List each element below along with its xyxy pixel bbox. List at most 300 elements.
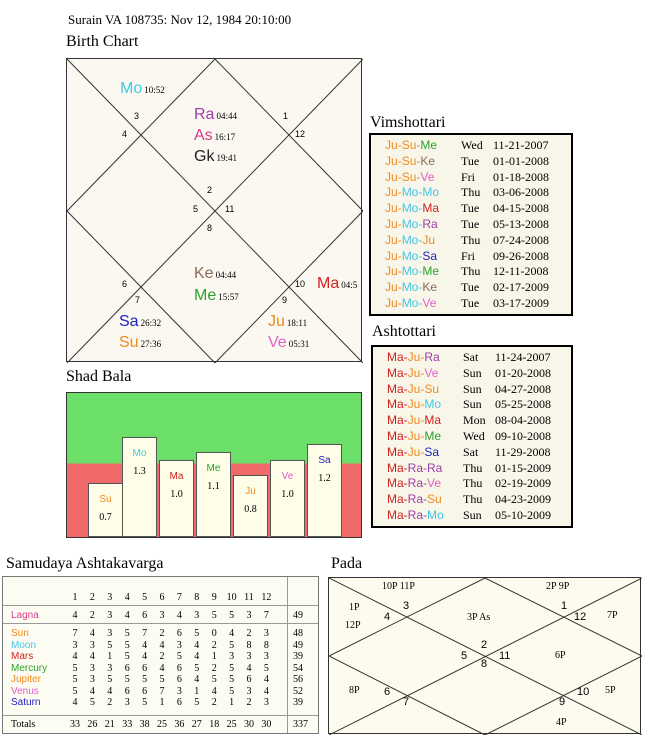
dasha-planet: Ra xyxy=(427,460,443,475)
planet-name: Me xyxy=(194,287,217,304)
row-total: 56 xyxy=(293,674,303,685)
dasha-lords: Ju-Mo-Ve xyxy=(385,295,437,310)
dasha-lords: Ma-Ju-Ra xyxy=(387,350,440,364)
table-cell: 4 xyxy=(159,639,165,651)
dasha-day: Sat xyxy=(463,350,479,364)
dasha-planet: Ma xyxy=(422,201,440,216)
planet-degree: 16:17 xyxy=(214,132,236,142)
dasha-planet: Ma xyxy=(387,507,404,522)
table-cell: 2 xyxy=(159,651,165,662)
row-label: Moon xyxy=(11,639,37,651)
dasha-planet: Ju xyxy=(422,232,436,247)
shad-bala-title: Shad Bala xyxy=(66,368,132,385)
dasha-planet: Ju xyxy=(407,365,421,380)
dasha-lords: Ju-Mo-Sa xyxy=(385,248,438,263)
table-cell: 3 xyxy=(124,697,130,708)
dasha-row xyxy=(387,366,571,382)
table-cell: 33 xyxy=(122,719,133,730)
table-cell: 8 xyxy=(263,639,269,651)
dasha-planet: Ju xyxy=(385,185,398,200)
table-cell: 5 xyxy=(229,674,235,685)
house-number: 2 xyxy=(207,185,213,195)
table-cell: 5 xyxy=(229,662,235,674)
table-cell: 2 xyxy=(211,662,217,674)
dasha-planet: Ra xyxy=(407,507,424,522)
dasha-planet: Ju xyxy=(385,153,398,168)
table-cell: 3 xyxy=(176,639,182,651)
table-cell: 5 xyxy=(142,697,148,708)
dasha-date: 03-17-2009 xyxy=(493,295,549,310)
table-cell: 3 xyxy=(72,639,78,651)
dasha-lords: Ju-Mo-Ma xyxy=(385,201,440,216)
dasha-planet: Su xyxy=(427,492,442,507)
table-cell: 2 xyxy=(107,697,113,708)
table-divider xyxy=(3,715,318,716)
dasha-row xyxy=(387,382,571,398)
table-cell: 5 xyxy=(194,628,200,639)
birth-chart xyxy=(66,58,362,362)
planet-degree: 27:36 xyxy=(140,339,162,349)
dasha-date: 09-26-2008 xyxy=(493,248,549,263)
table-cell: 8 xyxy=(246,639,252,651)
dasha-row xyxy=(385,138,571,154)
dasha-day: Mon xyxy=(463,413,486,428)
table-cell: 36 xyxy=(174,719,185,730)
shad-bala-planet-label: Ma xyxy=(169,471,184,482)
shad-bala-bar xyxy=(196,452,231,537)
house-number: 5 xyxy=(461,650,468,662)
table-cell: 4 xyxy=(107,685,113,697)
dasha-row xyxy=(385,296,571,312)
row-total: 49 xyxy=(293,639,303,651)
planet-degree: 04:44 xyxy=(215,270,237,280)
planet-gulika xyxy=(194,148,237,167)
house-number: 12 xyxy=(295,129,306,139)
samudaya-title: Samudaya Ashtakavarga xyxy=(6,555,164,572)
dasha-date: 11-29-2008 xyxy=(495,444,551,459)
dasha-day: Tue xyxy=(461,280,480,295)
dasha-row xyxy=(387,413,571,429)
planet-saturn xyxy=(119,313,161,332)
dasha-day: Sun xyxy=(463,397,482,412)
dasha-lords: Ma-Ra-Mo xyxy=(387,507,444,522)
column-header: 5 xyxy=(142,592,148,603)
house-number: 8 xyxy=(207,223,213,233)
dasha-row xyxy=(387,445,571,461)
samudaya-table xyxy=(2,576,319,734)
planet-name: Ra xyxy=(194,106,215,123)
table-cell: 4 xyxy=(194,674,200,685)
dasha-planet: Su xyxy=(401,153,417,168)
dasha-planet: Ju xyxy=(407,381,421,396)
dasha-planet: Mo xyxy=(401,248,419,263)
vimshottari-table xyxy=(369,133,573,316)
table-cell: 3 xyxy=(89,639,95,651)
planet-venus xyxy=(268,334,309,353)
table-cell: 5 xyxy=(211,610,217,621)
table-cell: 4 xyxy=(194,651,200,662)
house-number: 10 xyxy=(577,686,590,698)
table-cell: 6 xyxy=(142,610,148,621)
dasha-lords: Ju-Mo-Me xyxy=(385,264,440,279)
shad-bala-planet-label: Sa xyxy=(318,455,331,466)
row-total: 48 xyxy=(293,628,303,639)
dasha-day: Tue xyxy=(461,216,480,231)
pada-label: 6P xyxy=(555,650,566,661)
dasha-lords: Ma-Ra-Ve xyxy=(387,476,442,491)
table-cell: 18 xyxy=(209,719,220,730)
dasha-row xyxy=(387,429,571,445)
row-total: 49 xyxy=(293,610,303,621)
planet-name: Su xyxy=(119,334,139,351)
planet-moon xyxy=(120,80,165,99)
dasha-day: Thu xyxy=(461,232,481,247)
dasha-day: Thu xyxy=(461,264,481,279)
dasha-lords: Ma-Ra-Su xyxy=(387,492,442,507)
table-cell: 5 xyxy=(72,674,78,685)
dasha-planet: Ra xyxy=(407,492,424,507)
table-cell: 2 xyxy=(159,628,165,639)
dasha-lords: Ju-Mo-Ju xyxy=(385,232,436,247)
dasha-row xyxy=(385,201,571,217)
row-label: Saturn xyxy=(11,697,41,708)
planet-name: As xyxy=(194,127,213,144)
table-cell: 4 xyxy=(89,628,95,639)
house-number: 7 xyxy=(135,295,141,305)
table-cell: 6 xyxy=(176,662,182,674)
dasha-date: 11-24-2007 xyxy=(495,350,551,364)
dasha-lords: Ju-Mo-Mo xyxy=(385,185,440,200)
table-cell: 7 xyxy=(159,685,165,697)
dasha-row xyxy=(385,264,571,280)
dasha-planet: Ju xyxy=(385,248,398,263)
table-cell: 5 xyxy=(72,685,78,697)
dasha-planet: Su xyxy=(401,169,417,184)
dasha-planet: Mo xyxy=(401,232,419,247)
table-cell: 5 xyxy=(229,610,235,621)
dasha-planet: Ma xyxy=(387,397,404,412)
planet-jupiter xyxy=(268,313,307,332)
page-header-title: Surain VA 108735: Nov 12, 1984 20:10:00 xyxy=(68,12,292,27)
dasha-planet: Ma xyxy=(387,413,404,428)
planet-degree: 15:57 xyxy=(218,292,239,302)
table-cell: 3 xyxy=(159,610,165,621)
table-cell: 38 xyxy=(139,719,150,730)
table-cell: 33 xyxy=(70,719,80,730)
dasha-planet: Mo xyxy=(401,216,419,231)
table-cell: 4 xyxy=(72,651,78,662)
table-cell: 30 xyxy=(244,719,254,730)
table-cell: 1 xyxy=(229,697,235,708)
dasha-date: 04-27-2008 xyxy=(495,381,551,396)
shad-bala-planet-label: Me xyxy=(206,463,221,474)
table-cell: 5 xyxy=(176,651,182,662)
table-divider xyxy=(287,577,288,733)
table-cell: 2 xyxy=(246,628,252,639)
dasha-lords: Ju-Su-Ve xyxy=(385,169,435,184)
table-cell: 4 xyxy=(246,662,252,674)
dasha-planet: Ra xyxy=(424,350,440,364)
dasha-day: Tue xyxy=(461,295,480,310)
table-cell: 6 xyxy=(176,697,182,708)
dasha-row xyxy=(385,170,571,186)
house-number: 6 xyxy=(384,686,391,698)
dasha-lords: Ma-Ju-Sa xyxy=(387,444,440,459)
table-cell: 4 xyxy=(263,674,269,685)
dasha-planet: Mo xyxy=(401,185,419,200)
dasha-planet: Ve xyxy=(424,365,439,380)
table-cell: 2 xyxy=(246,697,252,708)
planet-mercury xyxy=(194,287,239,306)
shad-bala-planet-label: Ju xyxy=(245,486,256,497)
pada-label: 2P 9P xyxy=(546,581,570,592)
house-number: 9 xyxy=(559,696,566,708)
row-total: 39 xyxy=(293,651,303,662)
dasha-planet: Ke xyxy=(420,153,436,168)
row-label: Jupiter xyxy=(11,674,42,685)
dasha-lords: Ma-Ra-Ra xyxy=(387,460,443,475)
pada-title: Pada xyxy=(331,555,363,572)
house-number: 8 xyxy=(481,658,488,670)
dasha-day: Sun xyxy=(463,381,482,396)
dasha-lords: Ma-Ju-Ma xyxy=(387,413,442,428)
vimshottari-title: Vimshottari xyxy=(370,114,446,131)
dasha-date: 07-24-2008 xyxy=(493,232,549,247)
dasha-planet: Ma xyxy=(387,460,404,475)
dasha-planet: Ju xyxy=(385,295,398,310)
table-cell: 5 xyxy=(89,697,95,708)
dasha-planet: Ve xyxy=(422,295,437,310)
table-cell: 5 xyxy=(124,639,130,651)
pada-chart-lines xyxy=(329,578,642,735)
table-cell: 6 xyxy=(176,674,182,685)
table-cell: 5 xyxy=(124,651,130,662)
dasha-date: 11-21-2007 xyxy=(493,138,549,152)
table-cell: 25 xyxy=(157,719,167,730)
table-cell: 6 xyxy=(124,662,130,674)
table-cell: 30 xyxy=(261,719,272,730)
table-cell: 4 xyxy=(176,610,182,621)
pada-label: 5P xyxy=(605,685,616,696)
dasha-date: 01-20-2008 xyxy=(495,365,551,380)
dasha-planet: Ju xyxy=(407,444,421,459)
table-cell: 5 xyxy=(229,639,235,651)
table-cell: 25 xyxy=(226,719,237,730)
column-header: 10 xyxy=(226,592,237,603)
dasha-planet: Ra xyxy=(407,476,424,491)
dasha-planet: Ve xyxy=(420,169,435,184)
table-cell: 3 xyxy=(263,651,269,662)
dasha-planet: Su xyxy=(424,381,440,396)
table-cell: 2 xyxy=(89,610,95,621)
dasha-planet: Mo xyxy=(427,507,444,522)
column-header: 3 xyxy=(107,592,113,603)
birth-chart-lines xyxy=(67,59,363,363)
table-cell: 7 xyxy=(263,610,269,621)
dasha-planet: Mo xyxy=(401,201,419,216)
table-cell: 3 xyxy=(246,610,252,621)
shad-bala-value-label: 1.2 xyxy=(318,473,331,484)
table-cell: 3 xyxy=(263,628,269,639)
totals-label: Totals xyxy=(11,719,36,730)
house-number: 10 xyxy=(295,279,306,289)
dasha-planet: Me xyxy=(420,138,438,152)
table-cell: 5 xyxy=(211,674,217,685)
shad-bala-bar xyxy=(270,460,305,537)
table-cell: 3 xyxy=(89,674,95,685)
dasha-day: Thu xyxy=(461,185,481,200)
table-cell: 3 xyxy=(107,628,113,639)
dasha-lords: Ju-Su-Ke xyxy=(385,153,436,168)
planet-degree: 04:44 xyxy=(216,111,237,121)
dasha-planet: Ju xyxy=(385,264,398,279)
dasha-date: 01-15-2009 xyxy=(495,460,551,475)
dasha-date: 04-23-2009 xyxy=(495,492,551,507)
dasha-row xyxy=(387,492,571,508)
dasha-day: Sun xyxy=(463,365,482,380)
table-cell: 4 xyxy=(124,610,130,621)
table-cell: 3 xyxy=(246,651,252,662)
house-number: 9 xyxy=(282,295,288,305)
table-cell: 1 xyxy=(211,651,217,662)
dasha-day: Tue xyxy=(461,153,480,168)
table-cell: 2 xyxy=(211,697,217,708)
column-header: 6 xyxy=(159,592,165,603)
dasha-planet: Ke xyxy=(422,280,438,295)
table-cell: 5 xyxy=(229,685,235,697)
column-header: 12 xyxy=(261,592,272,603)
dasha-row xyxy=(387,476,571,492)
column-header: 1 xyxy=(72,592,78,603)
dasha-planet: Ju xyxy=(407,428,421,443)
pada-label: 3P As xyxy=(467,612,491,623)
dasha-row xyxy=(385,217,571,233)
shad-bala-value-label: 0.7 xyxy=(99,512,112,523)
table-cell: 4 xyxy=(142,651,148,662)
house-number: 6 xyxy=(122,279,128,289)
dasha-planet: Ra xyxy=(422,216,438,231)
planet-name: Mo xyxy=(120,80,143,97)
dasha-planet: Ma xyxy=(387,492,404,507)
shad-bala-value-label: 1.0 xyxy=(170,489,183,500)
table-cell: 4 xyxy=(159,662,165,674)
table-cell: 5 xyxy=(142,674,148,685)
planet-degree: 18:11 xyxy=(286,318,308,328)
dasha-date: 08-04-2008 xyxy=(495,413,551,428)
planet-degree: 10:52 xyxy=(144,85,165,95)
row-label: Mars xyxy=(11,651,34,662)
table-cell: 2 xyxy=(211,639,217,651)
column-header: 11 xyxy=(244,592,254,603)
dasha-planet: Mo xyxy=(401,295,419,310)
table-cell: 6 xyxy=(142,662,148,674)
dasha-date: 01-01-2008 xyxy=(493,153,549,168)
dasha-date: 05-13-2008 xyxy=(493,216,549,231)
table-cell: 1 xyxy=(194,685,200,697)
dasha-planet: Ju xyxy=(385,216,398,231)
dasha-planet: Ju xyxy=(385,280,398,295)
table-cell: 0 xyxy=(211,628,217,639)
dasha-planet: Su xyxy=(401,138,417,152)
dasha-day: Thu xyxy=(463,476,483,491)
dasha-lords: Ma-Ju-Ve xyxy=(387,365,439,380)
pada-label: 8P xyxy=(349,685,360,696)
table-cell: 1 xyxy=(107,651,113,662)
shad-bala-bar xyxy=(88,483,123,537)
dasha-day: Tue xyxy=(461,201,480,216)
table-cell: 3 xyxy=(229,651,235,662)
row-total: 52 xyxy=(293,685,303,697)
table-cell: 5 xyxy=(159,674,165,685)
dasha-lords: Ma-Ju-Su xyxy=(387,381,440,396)
row-total: 39 xyxy=(293,697,303,708)
table-cell: 7 xyxy=(72,628,78,639)
dasha-date: 05-10-2009 xyxy=(495,507,551,522)
dasha-date: 01-18-2008 xyxy=(493,169,549,184)
table-cell: 4 xyxy=(263,685,269,697)
planet-name: Ke xyxy=(194,265,214,282)
house-number: 2 xyxy=(481,639,488,651)
dasha-date: 05-25-2008 xyxy=(495,397,551,412)
dasha-date: 12-11-2008 xyxy=(493,264,549,279)
dasha-day: Wed xyxy=(461,138,483,152)
dasha-planet: Ju xyxy=(407,397,421,412)
table-cell: 21 xyxy=(104,719,115,730)
house-number: 7 xyxy=(403,696,410,708)
house-number: 11 xyxy=(225,204,235,214)
dasha-day: Wed xyxy=(463,428,485,443)
table-cell: 6 xyxy=(142,685,148,697)
table-cell: 3 xyxy=(176,685,182,697)
dasha-planet: Ju xyxy=(385,232,398,247)
house-number: 3 xyxy=(403,600,410,612)
shad-bala-bar xyxy=(307,444,342,537)
shad-bala-value-label: 0.8 xyxy=(244,504,257,515)
table-cell: 3 xyxy=(194,610,200,621)
pada-label: 10P 11P xyxy=(382,581,415,592)
house-number: 3 xyxy=(134,111,140,121)
dasha-lords: Ma-Ju-Me xyxy=(387,428,442,443)
dasha-planet: Ma xyxy=(424,413,442,428)
dasha-planet: Sa xyxy=(422,248,438,263)
table-cell: 5 xyxy=(194,697,200,708)
house-number: 4 xyxy=(384,611,391,623)
table-cell: 4 xyxy=(211,685,217,697)
shad-bala-planet-label: Su xyxy=(99,494,112,505)
table-cell: 6 xyxy=(246,674,252,685)
dasha-planet: Ma xyxy=(387,444,404,459)
table-cell: 5 xyxy=(263,662,269,674)
column-header: 9 xyxy=(211,592,217,603)
dasha-planet: Ma xyxy=(387,476,404,491)
ashtottari-table xyxy=(371,345,573,528)
pada-label: 4P xyxy=(556,717,567,728)
table-cell: 5 xyxy=(72,662,78,674)
dasha-planet: Ma xyxy=(387,350,404,364)
dasha-planet: Mo xyxy=(401,280,419,295)
planet-name: Ve xyxy=(268,334,287,351)
shad-bala-planet-label: Mo xyxy=(132,448,147,459)
table-cell: 3 xyxy=(89,662,95,674)
house-number: 5 xyxy=(193,204,199,214)
table-cell: 3 xyxy=(107,662,113,674)
dasha-lords: Ma-Ju-Mo xyxy=(387,397,442,412)
dasha-planet: Ve xyxy=(427,476,442,491)
dasha-row xyxy=(385,249,571,265)
table-divider xyxy=(3,623,318,624)
planet-degree: 04:5 xyxy=(341,280,358,290)
dasha-date: 04-15-2008 xyxy=(493,201,549,216)
